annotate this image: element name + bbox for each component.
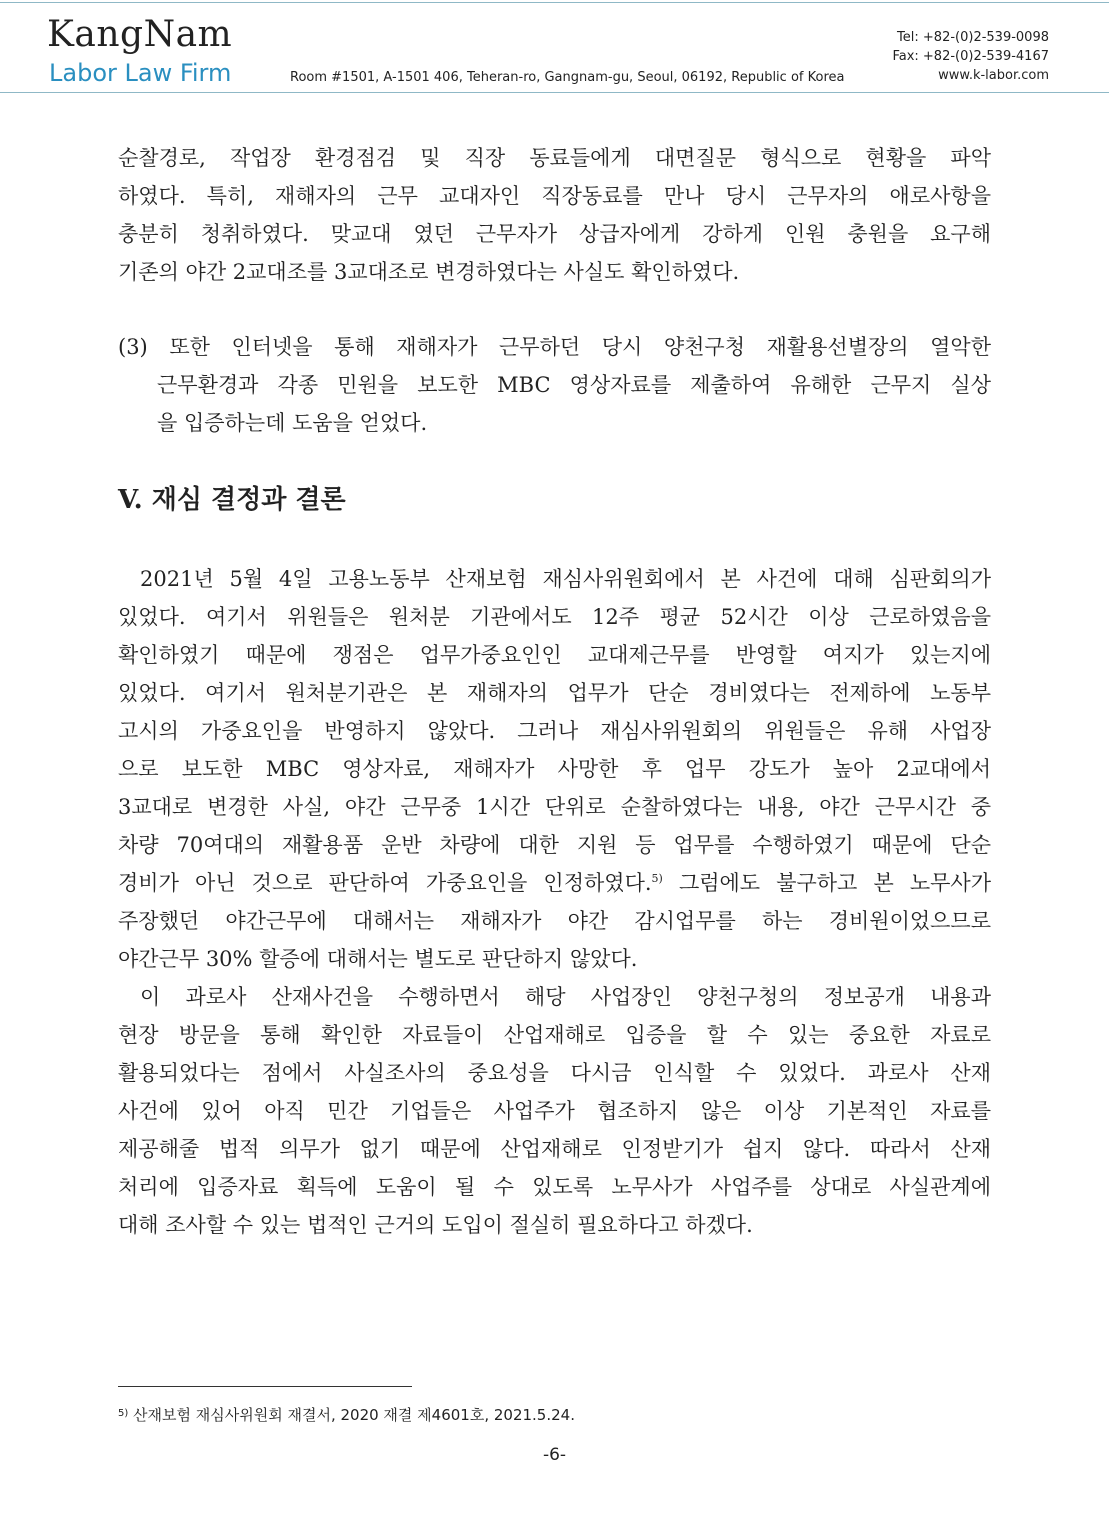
firm-fax: Fax: +82-(0)2-539-4167	[892, 49, 1049, 64]
para3-line: 현장 방문을 통해 확인한 자료들이 산업재해로 입증을 할 수 있는 중요한 자료로	[118, 1023, 991, 1047]
firm-contact	[892, 28, 1049, 85]
header-top-rule	[0, 2, 1109, 3]
firm-address: Room #1501, A-1501 406, Teheran-ro, Gangnam-gu, Seoul, 06192, Republic of Korea	[290, 70, 845, 85]
para1-line: 순찰경로, 작업장 환경점검 및 직장 동료들에게 대면질문 형식으로 현황을 파악	[118, 146, 991, 170]
para2-line: 3교대로 변경한 사실, 야간 근무중 1시간 단위로 순찰하였다는 내용, 야간 근무시간 중	[118, 795, 991, 819]
header-bottom-rule	[0, 92, 1109, 93]
firm-website: www.k-labor.com	[938, 68, 1049, 83]
firm-tel: Tel: +82-(0)2-539-0098	[897, 30, 1049, 45]
para2-line: 고시의 가중요인을 반영하지 않았다. 그러나 재심사위원회의 위원들은 유해 사업장	[118, 719, 991, 743]
para2-line: 으로 보도한 MBC 영상자료, 재해자가 사망한 후 업무 강도가 높아 2교대에서	[118, 757, 991, 781]
para3-line: 제공해줄 법적 의무가 없기 때문에 산업재해로 인정받기가 쉽지 않다. 따라서 산재	[118, 1137, 991, 1161]
list-item-3-line: 을 입증하는데 도움을 얻었다.	[157, 411, 428, 435]
list-item-3-line: (3) 또한 인터넷을 통해 재해자가 근무하던 당시 양천구청 재활용선별장의 열악한	[118, 335, 991, 359]
para2-line-with-footnote	[118, 868, 991, 898]
footnote-text: 산재보험 재심사위원회 재결서, 2020 재결 제4601호, 2021.5.24.	[128, 1406, 575, 1424]
para2-line: 차량 70여대의 재활용품 운반 차량에 대한 지원 등 업무를 수행하였기 때문에 단순	[118, 833, 991, 857]
footnote	[118, 1404, 575, 1425]
section-heading: V. 재심 결정과 결론	[118, 485, 346, 515]
para2-line9-text-a: 경비가 아닌 것으로 판단하여 가중요인을 인정하였다.	[118, 871, 652, 895]
para2-line: 있었다. 여기서 위원들은 원처분 기관에서도 12주 평균 52시간 이상 근로하였음을	[118, 605, 991, 629]
para1-line: 하였다. 특히, 재해자의 근무 교대자인 직장동료를 만나 당시 근무자의 애로사항을	[118, 184, 991, 208]
para3-line: 이 과로사 산재사건을 수행하면서 해당 사업장인 양천구청의 정보공개 내용과	[140, 985, 991, 1009]
para2-line: 있었다. 여기서 원처분기관은 본 재해자의 업무가 단순 경비였다는 전제하에 노동부	[118, 681, 991, 705]
para3-line: 사건에 있어 아직 민간 기업들은 사업주가 협조하지 않은 이상 기본적인 자료를	[118, 1099, 991, 1123]
para2-line9-text-b: 그럼에도 불구하고 본 노무사가	[662, 871, 991, 895]
footnote-reference[interactable]: 5)	[651, 872, 663, 885]
firm-logo-subtitle: Labor Law Firm	[49, 59, 232, 87]
para2-line: 야간근무 30% 할증에 대해서는 별도로 판단하지 않았다.	[118, 947, 638, 971]
para3-line: 처리에 입증자료 획득에 도움이 될 수 있도록 노무사가 사업주를 상대로 사실관계에	[118, 1175, 991, 1199]
para2-line: 확인하였기 때문에 쟁점은 업무가중요인인 교대제근무를 반영할 여지가 있는지에	[118, 643, 991, 667]
footnote-rule	[118, 1386, 412, 1387]
page-number: -6-	[542, 1445, 567, 1465]
footnote-marker: 5)	[118, 1408, 129, 1419]
para1-line: 충분히 청취하였다. 맞교대 였던 근무자가 상급자에게 강하게 인원 충원을 요구해	[118, 222, 991, 246]
para3-line: 대해 조사할 수 있는 법적인 근거의 도입이 절실히 필요하다고 하겠다.	[118, 1213, 753, 1237]
para3-line: 활용되었다는 점에서 사실조사의 중요성을 다시금 인식할 수 있었다. 과로사 산재	[118, 1061, 991, 1085]
firm-logo-name: KangNam	[47, 14, 233, 55]
para2-line: 주장했던 야간근무에 대해서는 재해자가 야간 감시업무를 하는 경비원이었으므로	[118, 909, 991, 933]
para2-line: 2021년 5월 4일 고용노동부 산재보험 재심사위원회에서 본 사건에 대해 심판회의가	[140, 567, 991, 591]
para1-line: 기존의 야간 2교대조를 3교대조로 변경하였다는 사실도 확인하였다.	[118, 260, 740, 284]
list-item-3-line: 근무환경과 각종 민원을 보도한 MBC 영상자료를 제출하여 유해한 근무지 실상	[157, 373, 991, 397]
